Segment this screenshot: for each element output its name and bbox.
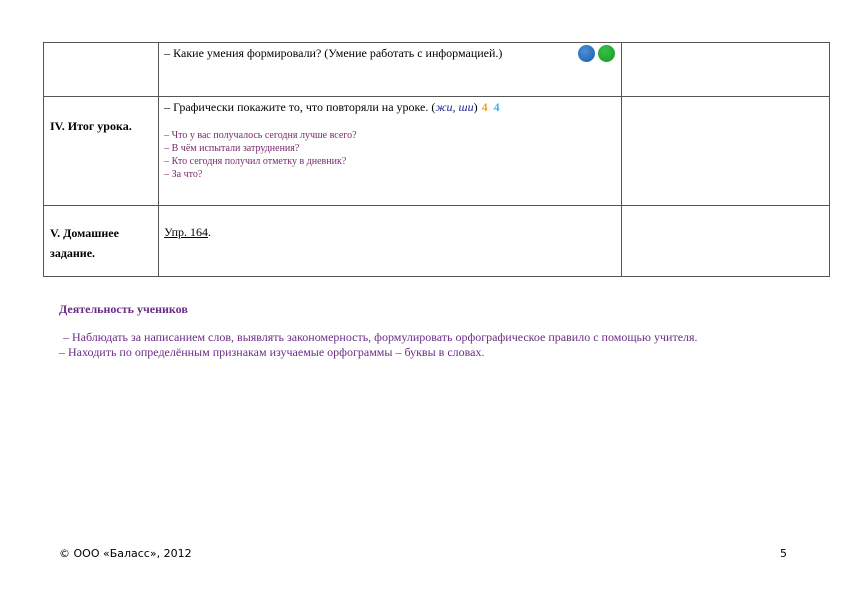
activity-item: – Находить по определённым признакам изучаемые орфограммы – буквы в словах. [59, 345, 485, 359]
skill-indicators [578, 45, 615, 62]
stage-cell: IV. Итог урока. [44, 97, 159, 206]
question-list [164, 129, 616, 181]
green-circle-icon [598, 45, 615, 62]
badge-orange: 4 [481, 100, 488, 114]
content-cell [159, 206, 622, 277]
task-close: ) [473, 100, 478, 114]
table-row [44, 43, 830, 97]
stage-cell [44, 43, 159, 97]
homework-link[interactable]: Упр. 164 [164, 225, 209, 239]
task-line [164, 100, 616, 115]
notes-cell [621, 206, 829, 277]
table-row [44, 206, 830, 277]
list-item: – В чём испытали затруднения? [164, 143, 300, 154]
list-item: – Кто сегодня получил отметку в дневник? [164, 156, 347, 167]
footer-copyright: © ООО «Баласс», 2012 [59, 547, 192, 560]
notes-cell [621, 97, 829, 206]
question-text: – Какие умения формировали? (Умение работать с информацией.) [164, 46, 503, 60]
homework-suffix: . [208, 225, 212, 239]
activities-title: Деятельность учеников [59, 302, 188, 316]
list-item: – Что у вас получалось сегодня лучше всего? [164, 130, 357, 141]
badge-blue: 4 [493, 100, 500, 114]
activity-item: – Наблюдать за написанием слов, выявлять закономерность, формулировать орфографическое правило с помощью учителя. [63, 330, 698, 344]
page-number: 5 [780, 547, 787, 560]
table-row [44, 97, 830, 206]
content-cell [159, 43, 622, 97]
notes-cell [621, 43, 829, 97]
topic-text: жи, ши [435, 100, 474, 114]
lesson-table [43, 42, 830, 277]
stage-cell: V. Домашнее задание. [44, 206, 159, 277]
list-item: – За что? [164, 169, 203, 180]
content-cell [159, 97, 622, 206]
student-activities [59, 302, 785, 360]
blue-circle-icon [578, 45, 595, 62]
task-text: – Графически покажите то, что повторяли на уроке. ( [164, 100, 436, 114]
